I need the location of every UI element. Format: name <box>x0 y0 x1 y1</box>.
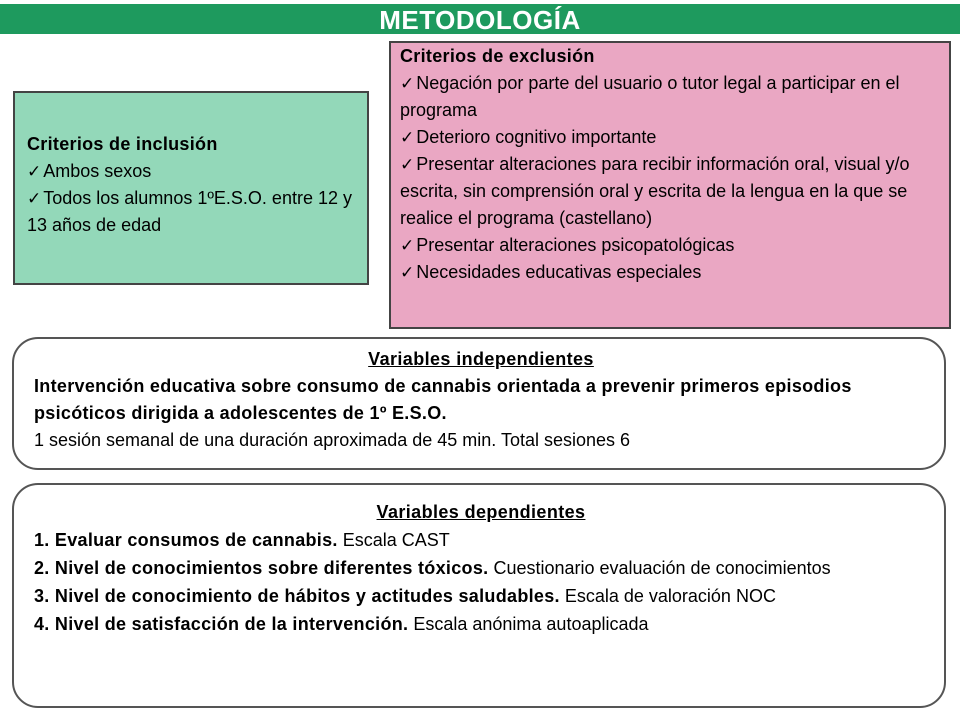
inclusion-item: ✓ Todos los alumnos 1ºE.S.O. entre 12 y 13 años de edad <box>27 188 352 235</box>
check-mark-icon: ✓ <box>27 189 42 208</box>
inclusion-item: ✓ Ambos sexos <box>27 161 152 181</box>
independent-variables-heading: Variables independientes <box>368 349 594 369</box>
dependent-variables-heading: Variables dependientes <box>376 502 586 522</box>
exclusion-criteria-box <box>389 41 951 329</box>
exclusion-item: ✓ Necesidades educativas especiales <box>400 262 702 282</box>
check-mark-icon: ✓ <box>27 162 42 181</box>
dependent-item: 4. Nivel de satisfacción de la intervención. Escala anónima autoaplicada <box>34 614 649 634</box>
check-mark-icon: ✓ <box>400 155 415 174</box>
inclusion-criteria-box <box>13 91 369 285</box>
independent-intervention-text: Intervención educativa sobre consumo de cannabis orientada a prevenir primeros episodios psicóticos dirigida a adolescentes de 1º E.S.O. <box>34 376 852 423</box>
dependent-variables-box <box>12 483 946 708</box>
inclusion-heading: Criterios de inclusión <box>27 134 218 154</box>
exclusion-item: ✓ Presentar alteraciones psicopatológicas <box>400 235 735 255</box>
independent-session-text: 1 sesión semanal de una duración aproximada de 45 min. Total sesiones 6 <box>34 430 631 450</box>
dependent-item: 3. Nivel de conocimiento de hábitos y actitudes saludables. Escala de valoración NOC <box>34 586 776 606</box>
exclusion-item: ✓ Negación por parte del usuario o tutor legal a participar en el programa <box>400 73 900 120</box>
exclusion-item: ✓ Presentar alteraciones para recibir información oral, visual y/o escrita, sin comprensión oral y escrita de la lengua en la que se realice el programa (castellano) <box>400 154 910 228</box>
dependent-item: 1. Evaluar consumos de cannabis. Escala CAST <box>34 530 450 550</box>
check-mark-icon: ✓ <box>400 74 415 93</box>
check-mark-icon: ✓ <box>400 263 415 282</box>
page-title: METODOLOGÍA <box>379 5 581 35</box>
exclusion-heading: Criterios de exclusión <box>400 46 595 66</box>
independent-variables-box <box>12 337 946 470</box>
dependent-item: 2. Nivel de conocimientos sobre diferentes tóxicos. Cuestionario evaluación de conocimientos <box>34 558 831 578</box>
exclusion-item: ✓ Deterioro cognitivo importante <box>400 127 657 147</box>
check-mark-icon: ✓ <box>400 236 415 255</box>
check-mark-icon: ✓ <box>400 128 415 147</box>
